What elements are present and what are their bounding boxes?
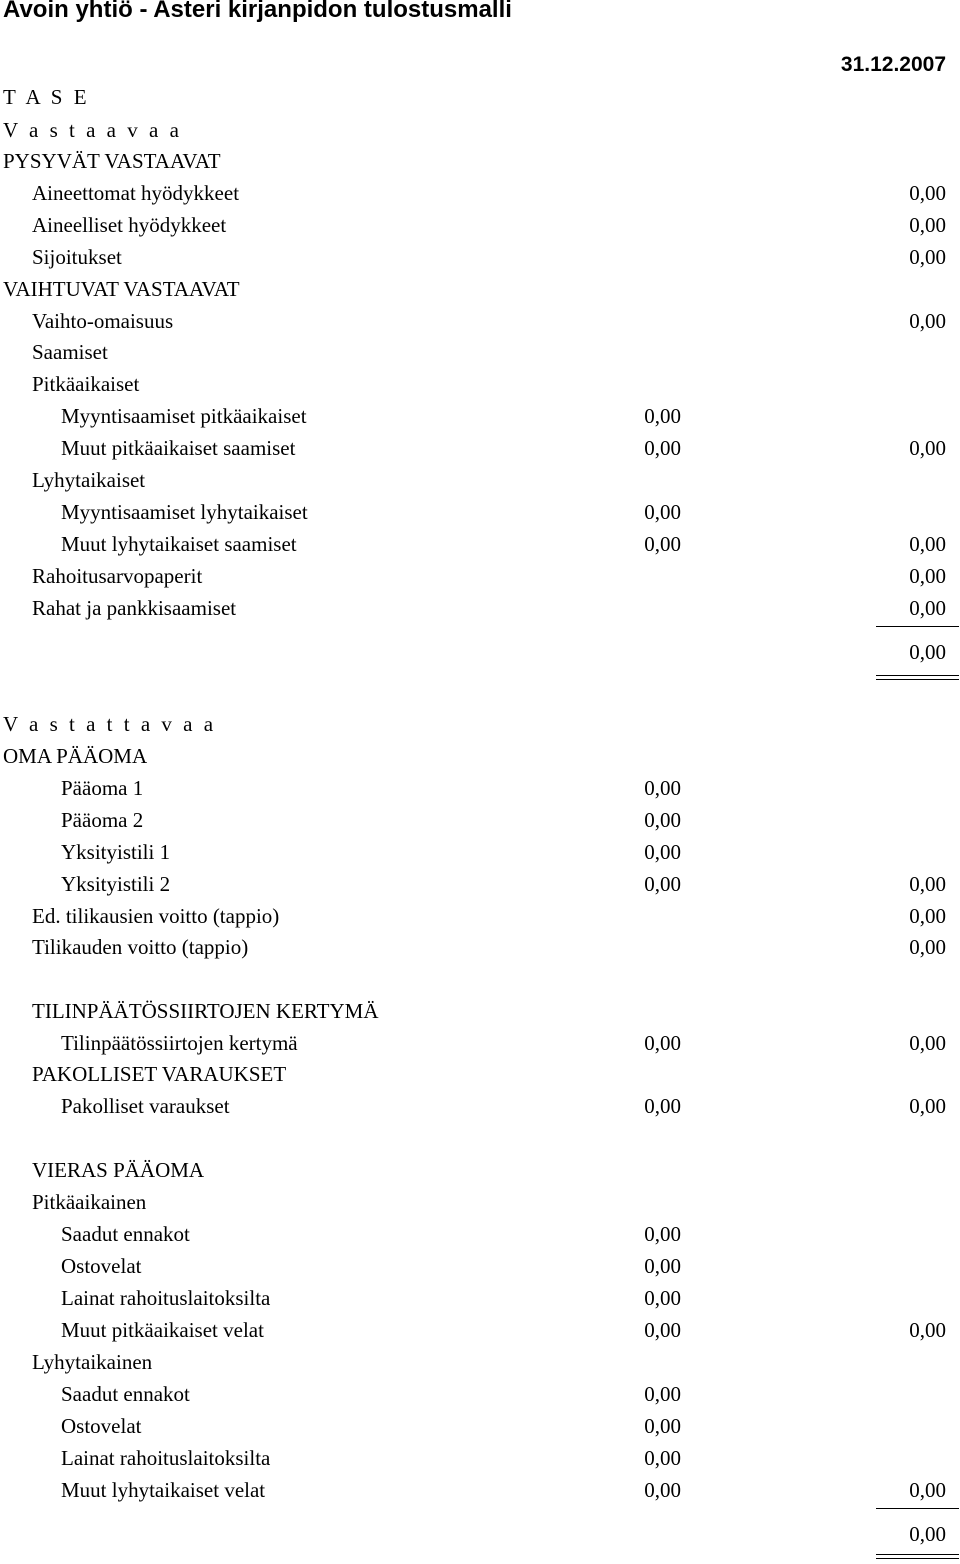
row-label: Yksityistili 1	[61, 840, 171, 864]
table-row	[0, 401, 960, 431]
row-label: Rahoitusarvopaperit	[32, 564, 203, 588]
subtotal-value: 0,00	[644, 808, 681, 832]
total-rule-line	[876, 679, 959, 680]
table-row	[0, 1219, 960, 1249]
subtotal-value: 0,00	[644, 500, 681, 524]
table-row	[0, 1411, 960, 1441]
total-value: 0,00	[909, 640, 946, 664]
total-value: 0,00	[909, 309, 946, 333]
total-value: 0,00	[909, 596, 946, 620]
table-row	[0, 1059, 960, 1089]
subtotal-value: 0,00	[644, 1478, 681, 1502]
row-label: Tilikauden voitto (tappio)	[32, 935, 249, 959]
row-label: Pääoma 2	[61, 808, 144, 832]
table-row	[0, 901, 960, 931]
table-row	[0, 1347, 960, 1377]
table-row	[0, 1028, 960, 1058]
subtotal-value: 0,00	[644, 1318, 681, 1342]
row-label: Pitkäaikainen	[32, 1190, 147, 1214]
table-row	[0, 1187, 960, 1217]
subtotal-value: 0,00	[644, 1254, 681, 1278]
table-row	[0, 274, 960, 304]
row-label: Saadut ennakot	[61, 1222, 190, 1246]
row-label: Pääoma 1	[61, 776, 144, 800]
row-label: Pitkäaikaiset	[32, 372, 140, 396]
total-value: 0,00	[909, 1522, 946, 1546]
table-row	[0, 1519, 960, 1549]
table-row	[0, 1315, 960, 1345]
table-row	[0, 1091, 960, 1121]
subtotal-value: 0,00	[644, 840, 681, 864]
row-label: Yksityistili 2	[61, 872, 171, 896]
row-label: Saamiset	[32, 340, 108, 364]
table-row	[0, 869, 960, 899]
total-rule-line	[876, 1554, 959, 1555]
table-row	[0, 1475, 960, 1505]
subtotal-value: 0,00	[644, 532, 681, 556]
table-row	[0, 337, 960, 367]
row-label: Aineelliset hyödykkeet	[32, 213, 227, 237]
row-label: Myyntisaamiset lyhytaikaiset	[61, 500, 308, 524]
subtotal-value: 0,00	[644, 404, 681, 428]
total-value: 0,00	[909, 436, 946, 460]
row-label: PYSYVÄT VASTAAVAT	[3, 149, 221, 173]
table-row	[0, 1155, 960, 1185]
total-value: 0,00	[909, 213, 946, 237]
total-value: 0,00	[909, 1031, 946, 1055]
row-label: Ostovelat	[61, 1414, 142, 1438]
total-rule-line	[876, 626, 959, 627]
subtotal-value: 0,00	[644, 1094, 681, 1118]
total-value: 0,00	[909, 532, 946, 556]
subtotal-value: 0,00	[644, 1446, 681, 1470]
row-label: TILINPÄÄTÖSSIIRTOJEN KERTYMÄ	[32, 999, 379, 1023]
table-row	[0, 369, 960, 399]
table-row	[0, 465, 960, 495]
row-label: Lyhytaikainen	[32, 1350, 153, 1374]
table-row	[0, 741, 960, 771]
row-label: Aineettomat hyödykkeet	[32, 181, 240, 205]
row-label: Muut pitkäaikaiset saamiset	[61, 436, 296, 460]
row-label: V a s t a a v a a	[3, 118, 182, 142]
row-label: Pakolliset varaukset	[61, 1094, 230, 1118]
table-row	[0, 146, 960, 176]
table-row	[0, 1251, 960, 1281]
row-label: Muut lyhytaikaiset velat	[61, 1478, 266, 1502]
total-value: 0,00	[909, 1318, 946, 1342]
table-row	[0, 805, 960, 835]
table-row	[0, 210, 960, 240]
table-row	[0, 709, 960, 739]
row-label: Myyntisaamiset pitkäaikaiset	[61, 404, 307, 428]
row-label: Lyhytaikaiset	[32, 468, 146, 492]
table-row	[0, 306, 960, 336]
table-row	[0, 1443, 960, 1473]
row-label: Tilinpäätössiirtojen kertymä	[61, 1031, 298, 1055]
row-label: Ed. tilikausien voitto (tappio)	[32, 904, 280, 928]
subtotal-value: 0,00	[644, 436, 681, 460]
subtotal-value: 0,00	[644, 1414, 681, 1438]
row-label: VIERAS PÄÄOMA	[32, 1158, 205, 1182]
total-value: 0,00	[909, 1094, 946, 1118]
row-label: Sijoitukset	[32, 245, 122, 269]
subtotal-value: 0,00	[644, 776, 681, 800]
total-rule-line	[876, 1558, 959, 1559]
table-row	[0, 82, 960, 112]
table-row	[0, 433, 960, 463]
table-row	[0, 178, 960, 208]
total-value: 0,00	[909, 564, 946, 588]
subtotal-value: 0,00	[644, 1286, 681, 1310]
total-rule-line	[876, 675, 959, 676]
table-row	[0, 637, 960, 667]
table-row	[0, 115, 960, 145]
row-label: V a s t a t t a v a a	[3, 712, 217, 736]
row-label: Lainat rahoituslaitoksilta	[61, 1286, 271, 1310]
total-rule-line	[876, 1508, 959, 1509]
table-row	[0, 561, 960, 591]
row-label: Muut pitkäaikaiset velat	[61, 1318, 264, 1342]
total-value: 0,00	[909, 872, 946, 896]
total-value: 0,00	[909, 181, 946, 205]
table-row	[0, 529, 960, 559]
total-value: 0,00	[909, 245, 946, 269]
subtotal-value: 0,00	[644, 1031, 681, 1055]
table-row	[0, 1283, 960, 1313]
report-date: 31.12.2007	[840, 53, 946, 76]
row-label: T A S E	[3, 85, 90, 109]
subtotal-value: 0,00	[644, 1382, 681, 1406]
table-row	[0, 932, 960, 962]
subtotal-value: 0,00	[644, 1222, 681, 1246]
document-title: Avoin yhtiö - Asteri kirjanpidon tulostusmalli	[3, 0, 512, 23]
table-row	[0, 996, 960, 1026]
table-row	[0, 1379, 960, 1409]
row-label: Rahat ja pankkisaamiset	[32, 596, 237, 620]
row-label: OMA PÄÄOMA	[3, 744, 148, 768]
row-label: Lainat rahoituslaitoksilta	[61, 1446, 271, 1470]
total-value: 0,00	[909, 935, 946, 959]
subtotal-value: 0,00	[644, 872, 681, 896]
total-value: 0,00	[909, 1478, 946, 1502]
table-row	[0, 242, 960, 272]
row-label: VAIHTUVAT VASTAAVAT	[3, 277, 240, 301]
row-label: Ostovelat	[61, 1254, 142, 1278]
row-label: Muut lyhytaikaiset saamiset	[61, 532, 297, 556]
row-label: Saadut ennakot	[61, 1382, 190, 1406]
table-row	[0, 593, 960, 623]
row-label: PAKOLLISET VARAUKSET	[32, 1062, 287, 1086]
table-row	[0, 773, 960, 803]
table-row	[0, 837, 960, 867]
row-label: Vaihto-omaisuus	[32, 309, 174, 333]
table-row	[0, 497, 960, 527]
total-value: 0,00	[909, 904, 946, 928]
